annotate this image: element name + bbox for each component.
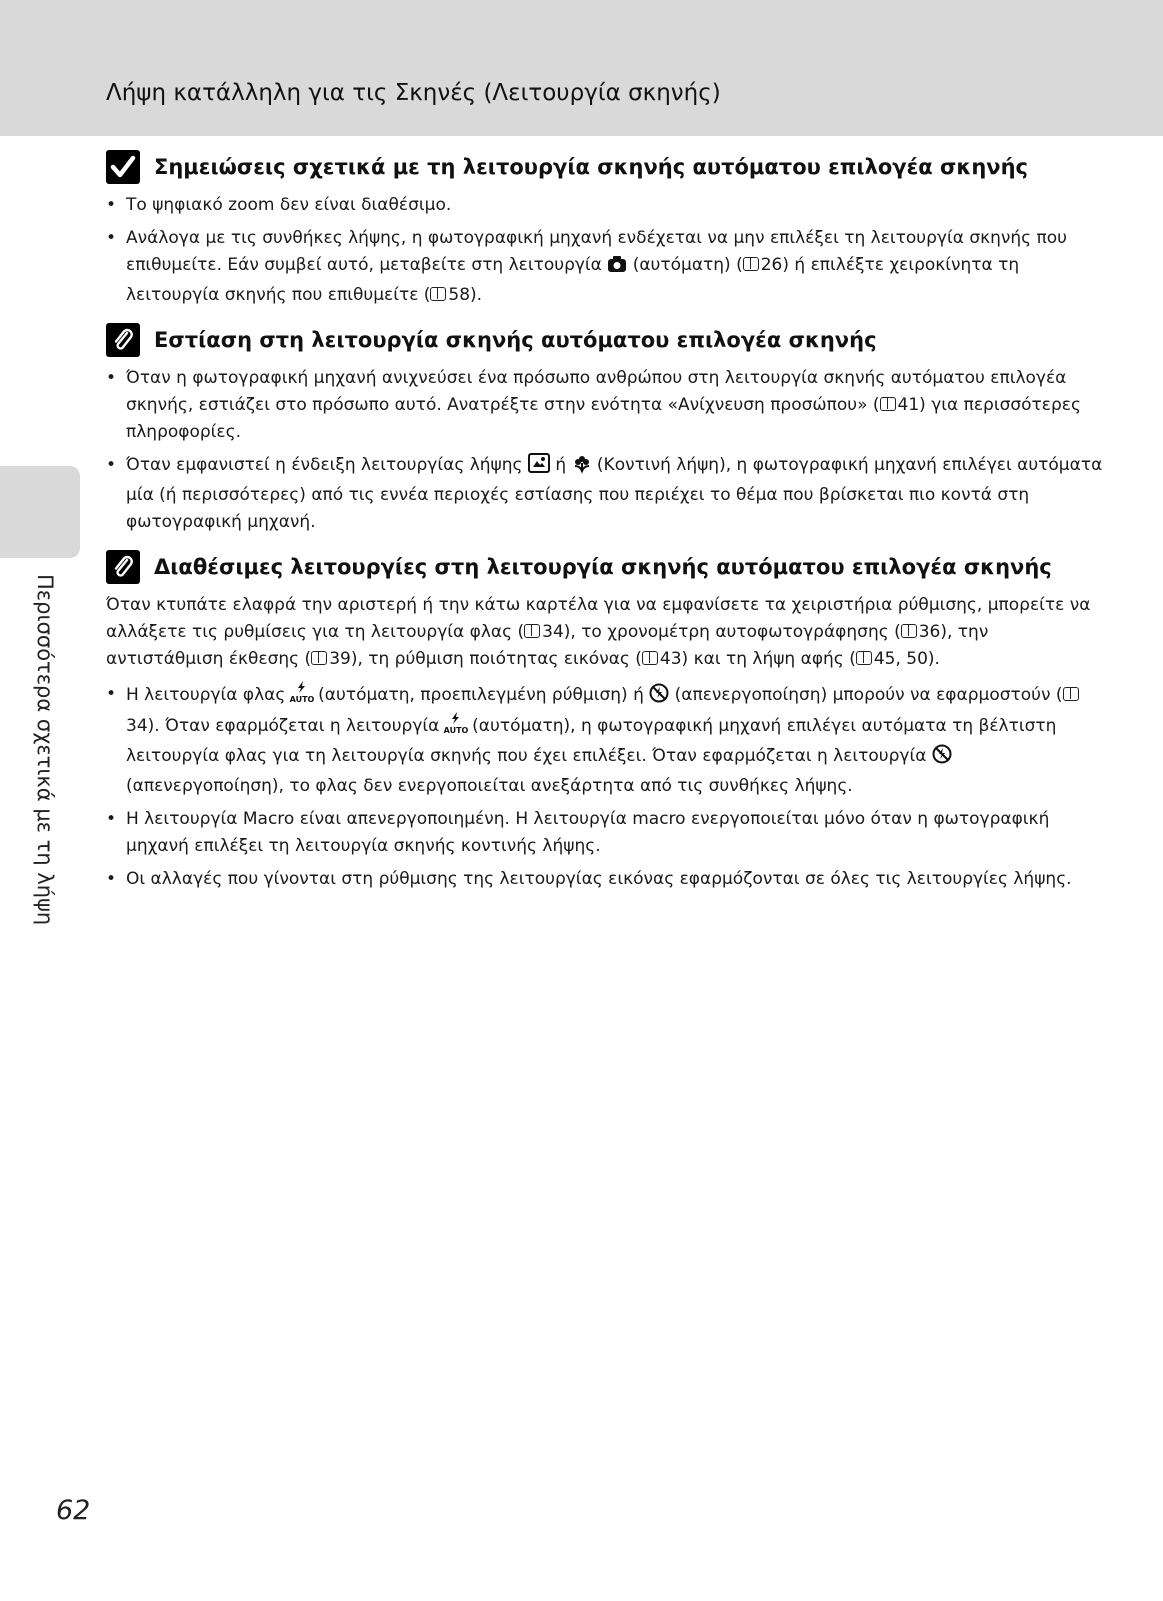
reference-icon [642,651,658,665]
flash-off-icon [932,744,952,773]
flash-off-icon [649,683,669,712]
list-item: • Το ψηφιακό zoom δεν είναι διαθέσιμο. [106,192,1106,219]
section-focus-heading [106,323,1106,357]
page-title: Λήψη κατάλληλη για τις Σκηνές (Λειτουργία σκηνής) [106,80,721,106]
main-content [106,150,1106,899]
reference-icon [430,287,446,301]
header-band [0,0,1163,136]
flash-auto-icon [445,712,467,743]
checkmark-icon [106,150,140,184]
list-item: • Η λειτουργία Macro είναι απενεργοποιημένη. Η λειτουργία macro ενεργοποιείται μόνο όταν η φωτογραφική μηχανή επιλέξει τη λειτουργία σκηνής κοντινής λήψης. [106,806,1106,860]
scene-icon [528,453,550,482]
reference-icon [524,624,540,638]
svg-text:AUTO: AUTO [443,726,469,735]
body-paragraph: Όταν κτυπάτε ελαφρά την αριστερή ή την κάτω καρτέλα για να εμφανίσετε τα χειριστήρια ρύθμισης, μπορείτε να αλλάξετε τις ρυθμίσεις για τη λειτουργία φλας ( 34), το χρονομέτρη αυτοφωτογράφησης ( 36), την αντιστάθμιση έκθεσης ( 39), τη ρύθμιση ποιότητας εικόνας ( 43) και τη λήψη αφής ( 45, 50). [106,595,1091,669]
list-item: • Όταν εμφανιστεί η ένδειξη λειτουργίας λήψης ή (Κοντινή λήψη), η φωτογραφική μηχανή επιλέγει αυτόματα μία (ή περισσότερες) από τις εννέα περιοχές εστίασης που περιέχει το θέμα που βρίσκεται πιο κοντά στη φωτογραφική μηχανή. [106,452,1106,536]
reference-icon [880,397,896,411]
side-tab [0,466,80,558]
section-title: Διαθέσιμες λειτουργίες στη λειτουργία σκηνής αυτόματου επιλογέα σκηνής [154,555,1052,579]
paperclip-icon [106,550,140,584]
svg-text:AUTO: AUTO [289,695,315,704]
reference-icon [1063,687,1079,701]
side-tab-label: Περισσότερα σχετικά με τη λήψη [33,574,57,926]
list-item: • Η λειτουργία φλας AUTO (αυτόματη, προεπιλεγμένη ρύθμιση) ή (απενεργοποίηση) μπορούν να εφαρμοστούν (34). Όταν εφαρμόζεται η λειτουργία AUTO (αυτόματη), η φωτογραφική μηχανή επιλέγει αυτόματα τη βέλτιστη λειτουργία φλας για τη λειτουργία σκηνής που έχει επιλέξει. Όταν εφαρμόζεται η λειτουργία (απενεργοποίηση), το φλας δεν ενεργοποιείται ανεξάρτητα από τις συνθήκες λήψης. [106,681,1106,800]
close-up-icon [572,453,592,482]
list-item: • Οι αλλαγές που γίνονται στη ρύθμισης της λειτουργίας εικόνας εφαρμόζονται σε όλες τις λειτουργίες λήψης. [106,866,1106,893]
list-item: • Όταν η φωτογραφική μηχανή ανιχνεύσει ένα πρόσωπο ανθρώπου στη λειτουργία σκηνής αυτόματου επιλογέα σκηνής, εστιάζει στο πρόσωπο αυτό. Ανατρέξτε στην ενότητα «Ανίχνευση προσώπου» ( 41) για περισσότερες πληροφορίες. [106,365,1106,446]
section-features-heading [106,550,1106,584]
section-title: Σημειώσεις σχετικά με τη λειτουργία σκηνής αυτόματου επιλογέα σκηνής [154,155,1028,179]
reference-icon [311,651,327,665]
paperclip-icon [106,323,140,357]
bullet-list [106,365,1106,536]
reference-icon [901,624,917,638]
section-title: Εστίαση στη λειτουργία σκηνής αυτόματου επιλογέα σκηνής [154,328,877,352]
list-item: • Ανάλογα με τις συνθήκες λήψης, η φωτογραφική μηχανή ενδέχεται να μην επιλέξει τη λειτουργία σκηνής που επιθυμείτε. Εάν συμβεί αυτό, μεταβείτε στη λειτουργία (αυτόματη) ( 26) ή επιλέξτε χειροκίνητα τη λειτουργία σκηνής που επιθυμείτε ( 58). [106,225,1106,309]
auto-mode-icon [607,255,627,282]
flash-auto-icon [291,681,313,712]
bullet-list [106,192,1106,309]
reference-icon [743,257,759,271]
section-notes-heading [106,150,1106,184]
reference-icon [856,651,872,665]
page-number: 62 [56,1495,91,1526]
bullet-list [106,681,1106,893]
